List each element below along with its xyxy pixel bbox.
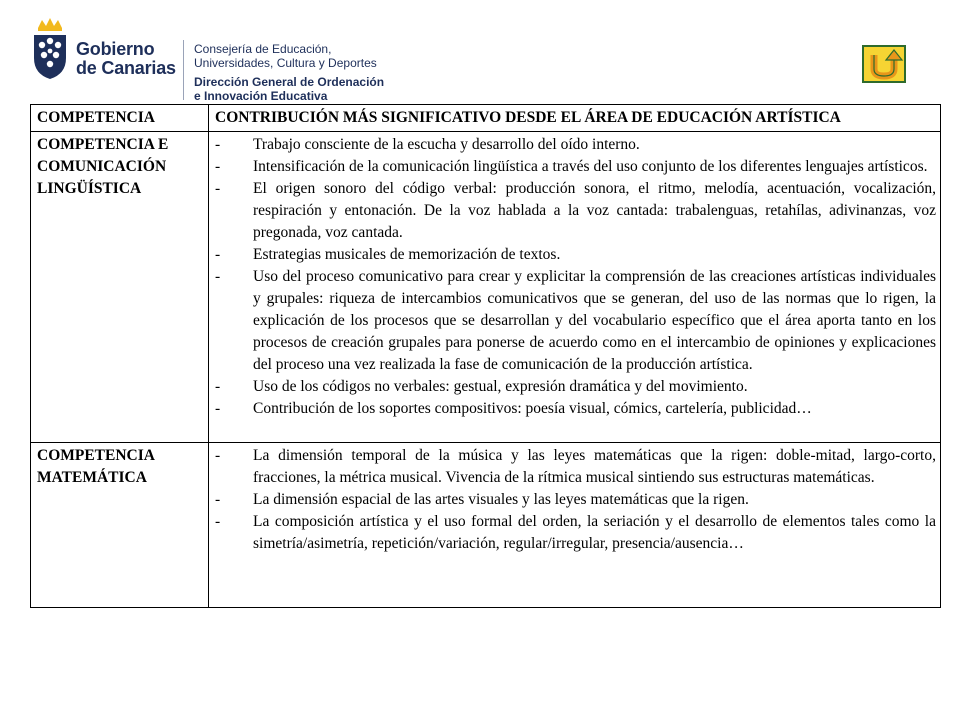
coat-of-arms-icon [30,18,70,80]
list-item: - Uso del proceso comunicativo para crear y explicitar la comprensión de las creaciones artísticas individuales y grupales: riqueza de intercambios comunicativos que se generan, del uso de las normas que lo rigen, la explicación de los procesos que se desarrollan y del vocabulario específico que el área aporta tanto en los procesos de creación grupales para ponerse de acuerdo como en el intercambio de opiniones y explicaciones del proceso una vez realizada la fase de comunicación de la producción artística. [215,268,936,373]
list-item: - El origen sonoro del código verbal: producción sonora, el ritmo, melodía, acentuación, vocalización, respiración y entonación. De la voz hablada a la voz cantada: trabalenguas, retahílas, adivinanzas, voz pregonada, voz cantada. [215,180,936,241]
dept-line2: Universidades, Cultura y Deportes [194,56,377,70]
competence-table [30,104,941,608]
list-item: - Intensificación de la comunicación lingüística a través del uso conjunto de los diferentes lenguajes artísticos. [215,158,928,175]
table-header-row [31,105,941,132]
list-item: - Uso de los códigos no verbales: gestual, expresión dramática y del movimiento. [215,378,748,395]
list-item: - La dimensión temporal de la música y las leyes matemáticas que la rigen: doble-mitad, largo-corto, fracciones, la métrica musical. Vivencia de la rítmica musical sintiendo sus estructuras matemáticas. [215,447,936,486]
list-item: - Contribución de los soportes compositivos: poesía visual, cómics, cartelería, publicidad… [215,400,812,417]
header-competencia: COMPETENCIA [31,105,209,132]
header-divider [183,40,184,100]
list-item: - Estrategias musicales de memorización de textos. [215,246,561,263]
dept-line4: e Innovación Educativa [194,89,328,103]
dept-line3: Dirección General de Ordenación [194,75,385,89]
contribution-list [215,445,936,555]
competence-name: COMPETENCIA E COMUNICACIÓN LINGÜÍSTICA [31,132,209,443]
header-contribucion: CONTRIBUCIÓN MÁS SIGNIFICATIVO DESDE EL ÁREA DE EDUCACIÓN ARTÍSTICA [209,105,941,132]
list-item: - La dimensión espacial de las artes visuales y las leyes matemáticas que la rigen. [215,491,749,508]
contribution-cell [209,132,941,443]
page-header [0,0,960,104]
competence-name: COMPETENCIA MATEMÁTICA [31,443,209,608]
u-turn-arrow-icon [864,47,904,81]
department-block [194,42,384,103]
org-name-line1: Gobierno [76,39,155,59]
back-button[interactable] [862,45,906,83]
dept-line1: Consejería de Educación, [194,42,332,56]
org-name [76,40,176,78]
contribution-cell [209,443,941,608]
org-name-line2: de Canarias [76,58,176,78]
list-item: - Trabajo consciente de la escucha y desarrollo del oído interno. [215,136,640,153]
contribution-list [215,134,936,420]
table-row [31,132,941,443]
table-row [31,443,941,608]
list-item: - La composición artística y el uso formal del orden, la seriación y el desarrollo de elementos tales como la simetría/asimetría, repetición/variación, regular/irregular, presencia/ausencia… [215,513,936,552]
